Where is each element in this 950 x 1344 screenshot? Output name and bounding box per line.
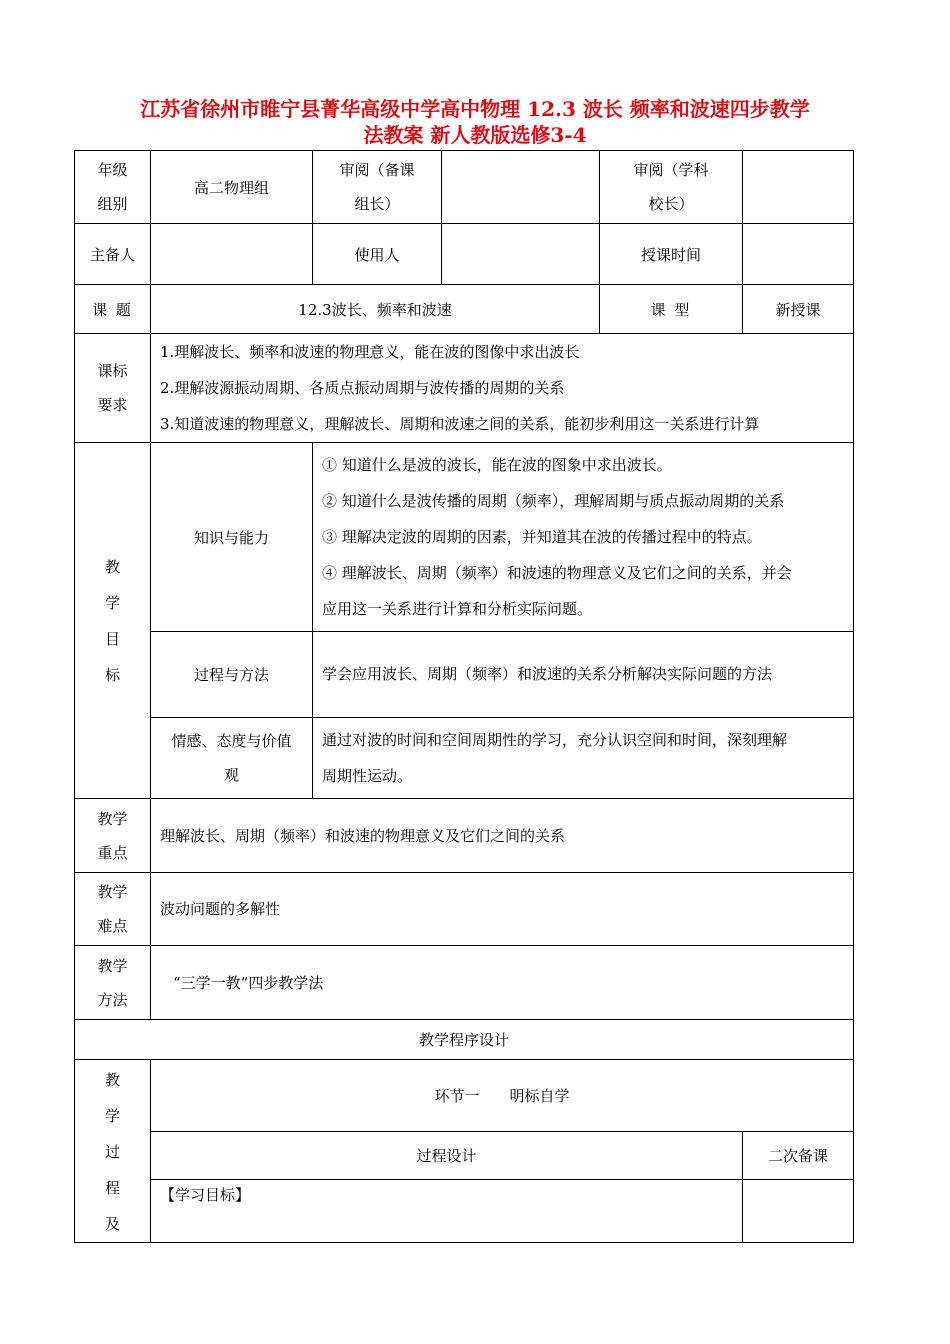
review-school-value xyxy=(743,151,854,224)
procedure-heading: 教学程序设计 xyxy=(75,1020,854,1060)
stage-title: 环节一 明标自学 xyxy=(151,1060,854,1132)
review-head-label-cell xyxy=(313,151,442,224)
key-point-cell xyxy=(151,799,854,873)
emotion-line: 通过对波的时间和空间周期性的学习，充分认识空间和时间，深刻理解 xyxy=(322,731,788,749)
topic-value: 12.3波长、频率和波速 xyxy=(151,285,600,334)
emotion-cell xyxy=(313,718,854,799)
learning-goal-cell xyxy=(151,1179,743,1242)
knowledge-item: 应用这一关系进行计算和分析实际问题。 xyxy=(322,600,593,618)
type-label: 课 型 xyxy=(600,285,743,334)
knowledge-label: 知识与能力 xyxy=(151,443,313,632)
knowledge-item: ④ 理解波长、周期（频率）和波速的物理意义及它们之间的关系，并会 xyxy=(322,564,792,582)
process-label: 过程与方法 xyxy=(151,632,313,718)
topic-label: 课 题 xyxy=(75,285,151,334)
document-title xyxy=(0,96,950,148)
title-line-1: 江苏省徐州市睢宁县菁华高级中学高中物理 12.3 波长 频率和波速四步教学 xyxy=(140,97,810,121)
review-head-label: 审阅（备课组长） xyxy=(339,161,415,213)
emotion-label-cell xyxy=(151,718,313,799)
learning-goal: 【学习目标】 xyxy=(160,1185,251,1204)
standards-item: 3.知道波速的物理意义，理解波长、周期和波速之间的关系，能初步利用这一关系进行计算 xyxy=(160,415,760,433)
title-line-2: 法教案 新人教版选修3-4 xyxy=(363,123,587,147)
grade-group-label-cell xyxy=(75,151,151,224)
grade-group-value: 高二物理组 xyxy=(151,151,313,224)
difficulty-text: 波动问题的多解性 xyxy=(160,900,281,918)
user-label: 使用人 xyxy=(313,224,442,285)
difficulty-label-cell xyxy=(75,873,151,946)
review-head-value xyxy=(442,151,600,224)
second-prep-column-header: 二次备课 xyxy=(743,1132,854,1180)
standards-label-cell xyxy=(75,334,151,443)
design-column-header: 过程设计 xyxy=(151,1132,743,1180)
standards-item: 2.理解波源振动周期、各质点振动周期与波传播的周期的关系 xyxy=(160,379,565,397)
method-label-cell xyxy=(75,946,151,1020)
emotion-label: 情感、态度与价值观 xyxy=(171,732,292,784)
method-cell xyxy=(151,946,854,1020)
review-school-label-cell xyxy=(600,151,743,224)
process-cell xyxy=(313,632,854,718)
teach-time-label: 授课时间 xyxy=(600,224,743,285)
preparer-value xyxy=(151,224,313,285)
method-label: 教学方法 xyxy=(97,956,128,1009)
difficulty-label: 教学难点 xyxy=(97,883,128,935)
objectives-label-cell xyxy=(75,443,151,799)
lesson-plan-table xyxy=(74,150,854,1243)
standards-label: 课标要求 xyxy=(97,362,128,414)
standards-cell xyxy=(151,334,854,443)
procedure-side-label: 教学过程及 xyxy=(105,1071,121,1233)
teach-time-value xyxy=(743,224,854,285)
standards-item: 1.理解波长、频率和波速的物理意义，能在波的图像中求出波长 xyxy=(160,343,580,361)
knowledge-item: ① 知道什么是波的波长，能在波的图象中求出波长。 xyxy=(322,456,672,474)
knowledge-item: ③ 理解决定波的周期的因素，并知道其在波的传播过程中的特点。 xyxy=(322,528,762,546)
key-point-label: 教学重点 xyxy=(97,809,128,862)
method-text: “三学一教”四步教学法 xyxy=(173,973,324,992)
user-value xyxy=(442,224,600,285)
objectives-label: 教学目标 xyxy=(105,557,121,684)
grade-group-label: 年级组别 xyxy=(97,161,128,213)
key-point-text: 理解波长、周期（频率）和波速的物理意义及它们之间的关系 xyxy=(160,826,566,845)
review-school-label: 审阅（学科校长） xyxy=(633,161,709,213)
procedure-side-label-cell xyxy=(75,1060,151,1243)
type-value: 新授课 xyxy=(743,285,854,334)
process-text: 学会应用波长、周期（频率）和波速的关系分析解决实际问题的方法 xyxy=(322,665,773,683)
second-prep-cell xyxy=(743,1179,854,1242)
key-point-label-cell xyxy=(75,799,151,873)
emotion-line: 周期性运动。 xyxy=(322,767,413,785)
preparer-label: 主备人 xyxy=(75,224,151,285)
difficulty-cell xyxy=(151,873,854,946)
knowledge-cell xyxy=(313,443,854,632)
knowledge-item: ② 知道什么是波传播的周期（频率），理解周期与质点振动周期的关系 xyxy=(322,492,785,510)
